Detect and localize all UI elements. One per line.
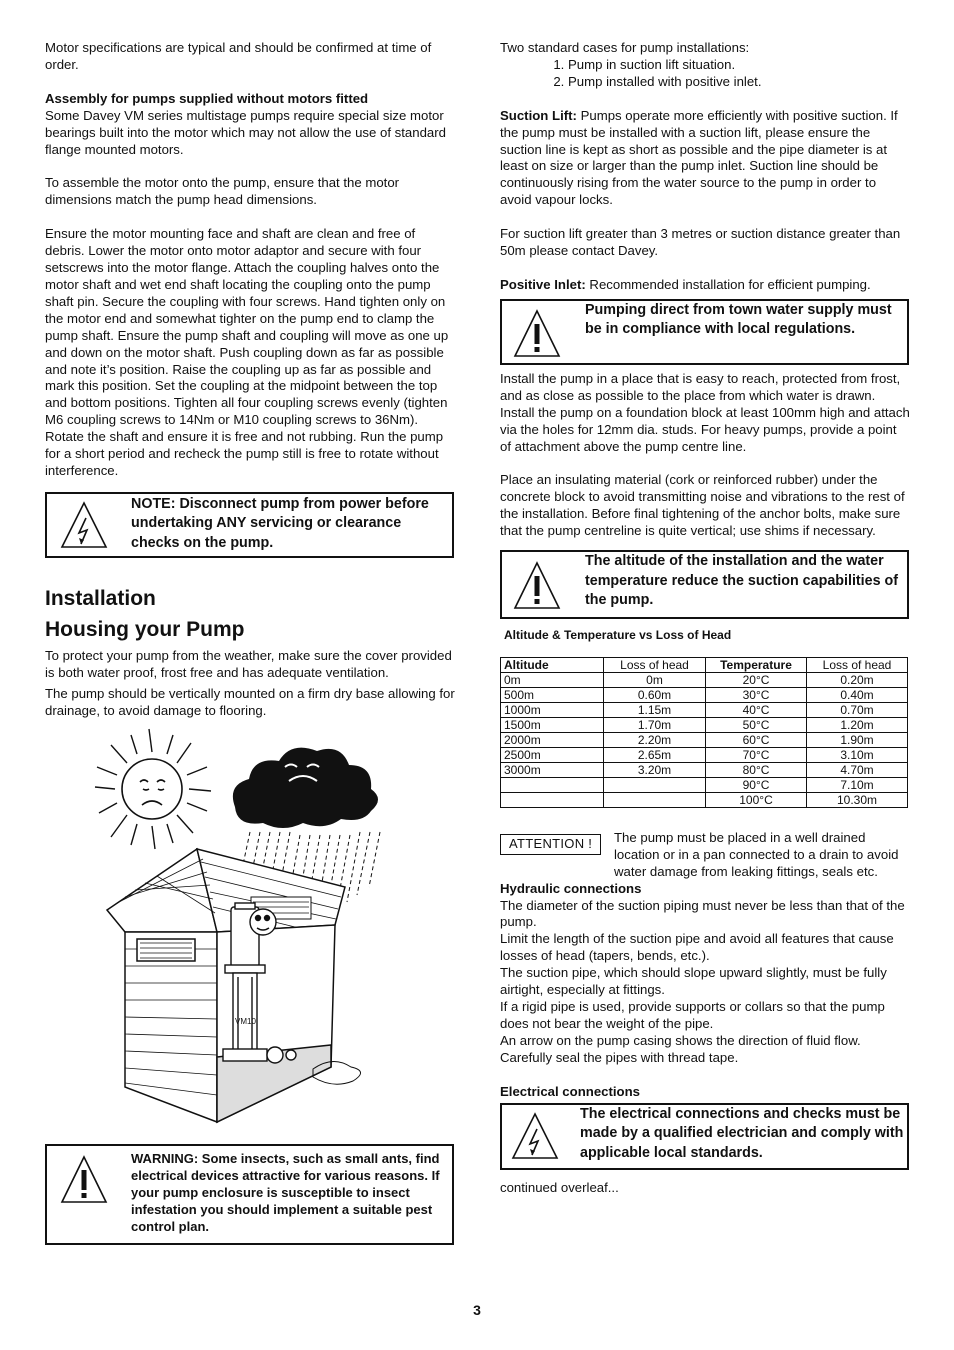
insect-warning-box [45,1144,454,1245]
table-header: Loss of head [807,657,908,672]
table-cell: 500m [501,687,604,702]
table-row [501,762,908,777]
table-cell: 2000m [501,732,604,747]
table-cell: 2.65m [604,747,706,762]
altitude-box [500,550,909,619]
table-cell: 0m [604,672,706,687]
table-cell: 60°C [706,732,807,747]
table-row [501,687,908,702]
cases-intro: Two standard cases for pump installations: [500,40,750,55]
hydraulic-p1: The diameter of the suction piping must never be less than that of the pump. [500,897,905,930]
table-row [501,672,908,687]
exclamation-warning-icon [502,301,585,365]
table-cell [501,777,604,792]
continued-overleaf: continued overleaf... [500,1179,619,1195]
suction-lift-text: Pumps operate more efficiently with positive suction. If the pump must be installed with a suction lift, please ensure the suction line is kept as short as possible and the pipe diameter is at least on size or larger than the pump inlet. Suction line should be continuously rising from the water source to the pump in order to avoid vapour locks. [500,107,898,208]
pump-housing-illustration [45,727,457,1127]
positive-inlet-label: Positive Inlet: [500,276,586,292]
hydraulic-p5: An arrow on the pump casing shows the direction of fluid flow. Carefully seal the pipes with thread tape. [500,1032,861,1065]
table-cell: 1.20m [807,717,908,732]
table-cell [604,792,706,807]
cases-list [500,57,910,91]
exclamation-warning-icon [47,1146,131,1211]
table-title: Altitude & Temperature vs Loss of Head [504,628,732,643]
hydraulic-p3: The suction pipe, which should slope upward slightly, must be fully airtight, especially at fittings. [500,965,887,998]
attention-badge: ATTENTION ! [500,834,601,855]
table-header-row [501,657,908,672]
housing-heading: Housing your Pump [45,617,245,641]
hydraulic-p2: Limit the length of the suction pipe and avoid all features that cause losses of head (tapers, bends, etc.). [500,931,894,964]
insect-warning-text: WARNING: Some insects, such as small ants, find electrical devices attractive for various reasons. If your pump enclosure is susceptible to insect infestation you should implement a suitable pest control plan. [131,1151,440,1235]
table-cell: 0.70m [807,702,908,717]
table-cell: 1500m [501,717,604,732]
positive-inlet-text: Recommended installation for efficient pumping. [585,276,871,292]
electrical-box-text: The electrical connections and checks must be made by a qualified electrician and comply with applicable local standards. [580,1105,904,1161]
table-cell: 7.10m [807,777,908,792]
pump-model-label: VM10 [235,1017,256,1027]
table-row [501,732,908,747]
table-cell: 0.60m [604,687,706,702]
table-row [501,747,908,762]
table-header: Loss of head [604,657,706,672]
left-column [45,40,457,1245]
altitude-box-text: The altitude of the installation and the water temperature reduce the suction capabilities of the pump. [585,553,899,609]
town-water-box [500,299,909,365]
motor-spec-note: Motor specifications are typical and should be confirmed at time of order. [45,40,432,72]
table-header: Altitude [501,657,604,672]
table-cell: 10.30m [807,792,908,807]
table-cell: 0m [501,672,604,687]
table-cell: 1.90m [807,732,908,747]
install-foundation: Install the pump on a foundation block at least 100mm high and attach via the holes for 12mm dia. studs. For heavy pumps, provide a point of attachment above the pump centre line. [500,404,910,454]
table-cell: 50°C [706,717,807,732]
table-cell: 2500m [501,747,604,762]
assembly-procedure: Ensure the motor mounting face and shaft are clean and free of debris. Lower the motor onto motor adaptor and secure with four setscrews into the motor flange. Attach the coupling halves onto the motor shaft and wet end shaft locating the coupling onto the pump shaft pin. Secure the coupling with four screws. Hand tighten only on the motor end and somewhat tighter on the pump end to clamp the pump shaft. Ensure the pump shaft and coupling will move as one up and down on the motor shaft. Push coupling down as far as possible and note it’s position. Raise the coupling up as far as possible and mark this position. Set the coupling at the midpoint between the top and bottom positions. Tighten all four coupling screws evenly (tighten M6 coupling screws to 14Nm or M10 coupling screws to 36Nm). Rotate the shaft and ensure it is free and not rubbing. Run the pump for a short period and recheck the pump still is free to rotate without interference. [45,226,449,478]
housing-p1: To protect your pump from the weather, make sure the cover provided is both water proof, frost free and has adequate ventilation. [45,647,452,680]
installation-heading: Installation [45,586,156,610]
housing-p2: The pump should be vertically mounted on a firm dry base allowing for drainage, to avoid damage to flooring. [45,685,455,718]
note-box [45,492,454,558]
attention-block [500,830,910,881]
table-cell: 30°C [706,687,807,702]
suction-lift-paragraph [500,108,910,209]
install-location: Install the pump in a place that is easy to reach, protected from frost, and as close as possible to the place from which water is drawn. [500,370,901,403]
suction-contact: For suction lift greater than 3 metres or suction distance greater than 50m please contact Davey. [500,226,901,259]
electrical-heading: Electrical connections [500,1083,640,1099]
table-cell: 3000m [501,762,604,777]
electrical-box [500,1103,909,1170]
table-row [501,717,908,732]
case-item: 2. Pump installed with positive inlet. [568,74,910,91]
table-cell: 70°C [706,747,807,762]
table-cell: 1000m [501,702,604,717]
note-box-text: NOTE: Disconnect pump from power before undertaking ANY servicing or clearance checks on the pump. [131,495,429,551]
table-header: Temperature [706,657,807,672]
exclamation-warning-icon [502,552,585,617]
table-cell: 3.10m [807,747,908,762]
table-cell: 1.15m [604,702,706,717]
table-cell: 0.40m [807,687,908,702]
table-cell: 4.70m [807,762,908,777]
table-row [501,702,908,717]
table-cell: 3.20m [604,762,706,777]
table-cell: 1.70m [604,717,706,732]
hydraulic-p4: If a rigid pipe is used, provide supports or collars so that the pump does not bear the weight of the pipe. [500,999,885,1031]
table-row [501,792,908,807]
table-row [501,777,908,792]
assembly-heading: Assembly for pumps supplied without motors fitted [45,90,369,106]
table-cell: 0.20m [807,672,908,687]
table-cell: 40°C [706,702,807,717]
electrical-hazard-icon [47,494,131,555]
suction-lift-label: Suction Lift: [500,107,577,123]
assembly-intro: Some Davey VM series multistage pumps require special size motor bearings built into the motor which may not allow the use of standard flange mounted motors. [45,107,446,157]
altitude-temperature-table [500,657,908,808]
table-cell: 90°C [706,777,807,792]
cloud-icon [233,748,378,828]
table-cell: 2.20m [604,732,706,747]
hydraulic-heading: Hydraulic connections [500,880,642,896]
table-cell: 80°C [706,762,807,777]
table-cell: 100°C [706,792,807,807]
case-item: 1. Pump in suction lift situation. [568,57,910,74]
right-column [500,40,910,1196]
table-cell [604,777,706,792]
table-cell: 20°C [706,672,807,687]
assembly-dimensions: To assemble the motor onto the pump, ensure that the motor dimensions match the pump head dimensions. [45,175,400,208]
table-cell [501,792,604,807]
positive-inlet-paragraph [500,277,910,294]
sun-icon [95,729,211,849]
install-insulation: Place an insulating material (cork or reinforced rubber) under the concrete block to avoid transmitting noise and vibrations to the rest of the installation. Before final tightening of the anchor bolts, make sure that the pump centreline is quite vertical; use shims if necessary. [500,472,905,539]
town-water-text: Pumping direct from town water supply must be in compliance with local regulations. [585,301,892,338]
page-number: 3 [473,1302,481,1318]
attention-text: The pump must be placed in a well drained location or in a pan connected to a drain to avoid water damage from leaking fittings, seals etc. [614,829,899,879]
electrical-hazard-icon [502,1105,580,1166]
